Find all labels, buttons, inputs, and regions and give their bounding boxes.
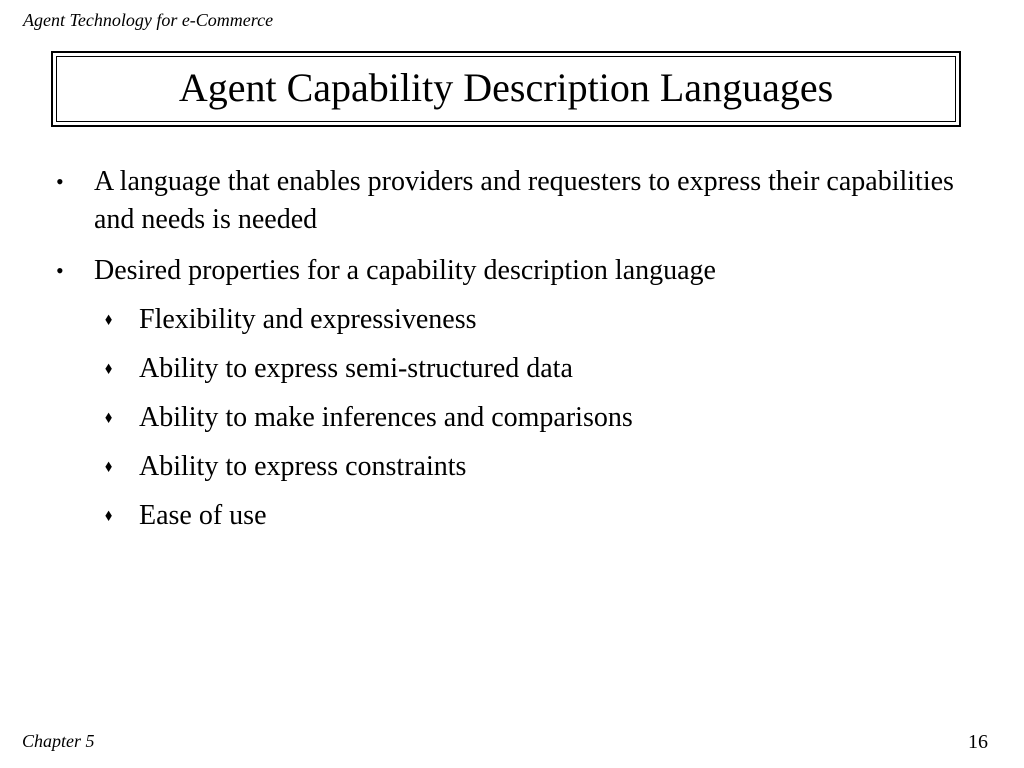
bullet-item-2 [56, 252, 994, 290]
sub-bullet-item-5 [105, 497, 979, 535]
title-frame-inner [56, 56, 956, 122]
bullet-text: Ease of use [139, 500, 267, 531]
bullet-text: A language that enables providers and requesters to express their capabilities and needs is needed [94, 166, 954, 235]
sub-bullet-item-2 [105, 350, 979, 388]
footer-chapter: Chapter 5 [22, 731, 95, 751]
bullet-text: Ability to make inferences and comparisons [139, 402, 633, 433]
slide-title: Agent Capability Description Languages [178, 64, 834, 110]
title-frame [51, 51, 961, 127]
bullet-text: Desired properties for a capability description language [94, 255, 716, 286]
page-number: 16 [968, 731, 988, 753]
sub-bullet-item-4 [105, 448, 979, 486]
diamond-bullet-icon: ⬧ [105, 409, 113, 426]
bullet-text: Flexibility and expressiveness [139, 304, 477, 335]
bullet-text: Ability to express semi-structured data [139, 353, 573, 384]
sub-bullet-item-1 [105, 301, 979, 339]
diamond-bullet-icon: ⬧ [105, 311, 113, 328]
sub-bullet-item-3 [105, 399, 979, 437]
header-course-title: Agent Technology for e-Commerce [23, 10, 274, 30]
bullet-dot-icon: • [56, 169, 64, 194]
bullet-text: Ability to express constraints [139, 451, 467, 482]
diamond-bullet-icon: ⬧ [105, 507, 113, 524]
bullet-dot-icon: • [56, 258, 64, 283]
bullet-item-1 [56, 163, 994, 239]
diamond-bullet-icon: ⬧ [105, 360, 113, 377]
diamond-bullet-icon: ⬧ [105, 458, 113, 475]
